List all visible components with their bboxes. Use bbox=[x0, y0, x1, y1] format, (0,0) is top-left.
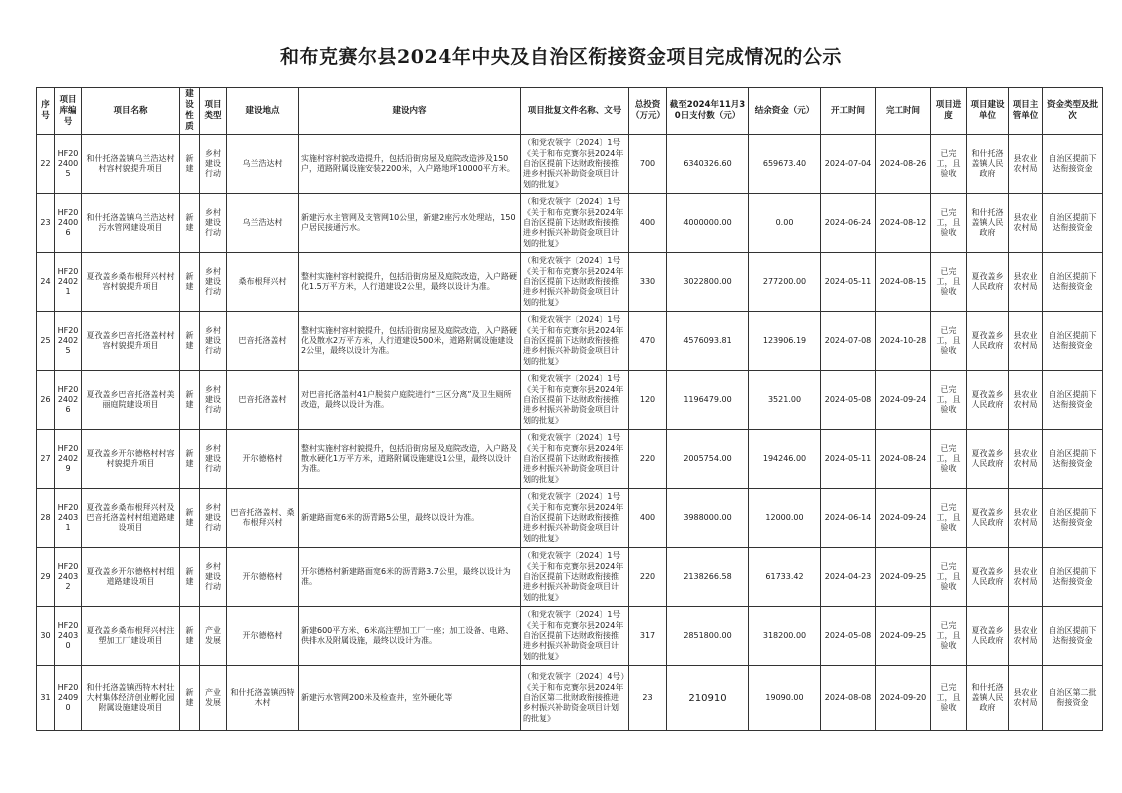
cell-content: 实施村容村貌改造提升，包括沿街房屋及庭院改造涉及150户，道路附属设施安装2200米，入户路地坪10000平方米。 bbox=[299, 135, 521, 194]
cell-paid: 2138266.58 bbox=[667, 548, 749, 607]
cell-id: HF2024031 bbox=[55, 489, 82, 548]
table-row bbox=[37, 607, 1103, 666]
cell-fund: 自治区第二批衔接资金 bbox=[1043, 666, 1103, 731]
header-name: 项目名称 bbox=[82, 88, 180, 135]
cell-content: 新建污水管网200米及检查井，室外硬化等 bbox=[299, 666, 521, 731]
header-type: 项目类型 bbox=[200, 88, 227, 135]
cell-approval: （和党农领字〔2024〕4号）《关于和布克赛尔县2024年自治区第二批财政衔接推进乡村振兴补助资金项目计划的批复》 bbox=[521, 666, 629, 731]
cell-seq: 25 bbox=[37, 312, 55, 371]
cell-manager: 县农业农村局 bbox=[1009, 194, 1043, 253]
cell-balance: 61733.42 bbox=[749, 548, 821, 607]
cell-seq: 23 bbox=[37, 194, 55, 253]
cell-name: 夏孜盖乡桑布根拜兴村及巴音托洛盖村村组道路建设项目 bbox=[82, 489, 180, 548]
cell-progress: 已完工，且验收 bbox=[931, 548, 967, 607]
cell-manager: 县农业农村局 bbox=[1009, 548, 1043, 607]
cell-end: 2024-08-15 bbox=[876, 253, 931, 312]
cell-id: HF2024029 bbox=[55, 430, 82, 489]
cell-content: 整村实施村容村貌提升，包括沿街房屋及庭院改造，入户路及散水硬化1万平方米，道路附属设施建设1公里，最终以设计为准。 bbox=[299, 430, 521, 489]
cell-investment: 220 bbox=[629, 548, 667, 607]
cell-paid: 3988000.00 bbox=[667, 489, 749, 548]
table-header-row bbox=[37, 88, 1103, 135]
header-balance: 结余资金（元） bbox=[749, 88, 821, 135]
cell-approval: （和党农领字〔2024〕1号《关于和布克赛尔县2024年自治区提前下达财政衔接推进乡村振兴补助资金项目计划的批复》 bbox=[521, 312, 629, 371]
cell-id: HF2024006 bbox=[55, 194, 82, 253]
cell-investment: 400 bbox=[629, 194, 667, 253]
cell-type: 乡村建设行动 bbox=[200, 194, 227, 253]
cell-type: 乡村建设行动 bbox=[200, 135, 227, 194]
cell-balance: 123906.19 bbox=[749, 312, 821, 371]
cell-nature: 新建 bbox=[180, 548, 200, 607]
cell-name: 和什托洛盖镇西特木村壮大村集体经济创业孵化园附属设施建设项目 bbox=[82, 666, 180, 731]
cell-unit: 和什托洛盖镇人民政府 bbox=[967, 135, 1009, 194]
cell-type: 乡村建设行动 bbox=[200, 489, 227, 548]
cell-progress: 已完工，且验收 bbox=[931, 253, 967, 312]
cell-investment: 23 bbox=[629, 666, 667, 731]
cell-manager: 县农业农村局 bbox=[1009, 135, 1043, 194]
cell-balance: 277200.00 bbox=[749, 253, 821, 312]
header-start: 开工时间 bbox=[821, 88, 876, 135]
cell-balance: 19090.00 bbox=[749, 666, 821, 731]
cell-content: 对巴音托洛盖村41户脱贫户庭院进行“三区分离”及卫生厕所改造，最终以设计为准。 bbox=[299, 371, 521, 430]
cell-start: 2024-05-11 bbox=[821, 430, 876, 489]
cell-seq: 28 bbox=[37, 489, 55, 548]
cell-start: 2024-07-08 bbox=[821, 312, 876, 371]
cell-type: 产业发展 bbox=[200, 607, 227, 666]
cell-end: 2024-09-24 bbox=[876, 371, 931, 430]
table-row bbox=[37, 666, 1103, 731]
cell-fund: 自治区提前下达衔接资金 bbox=[1043, 371, 1103, 430]
cell-fund: 自治区提前下达衔接资金 bbox=[1043, 312, 1103, 371]
cell-fund: 自治区提前下达衔接资金 bbox=[1043, 548, 1103, 607]
cell-progress: 已完工，且验收 bbox=[931, 135, 967, 194]
cell-location: 巴音托洛盖村 bbox=[227, 312, 299, 371]
cell-content: 新建600平方米、6米高注塑加工厂一座；加工设备、电路、供排水及附属设施，最终以设计为准。 bbox=[299, 607, 521, 666]
cell-manager: 县农业农村局 bbox=[1009, 253, 1043, 312]
cell-paid: 210910 bbox=[667, 666, 749, 731]
cell-end: 2024-08-24 bbox=[876, 430, 931, 489]
cell-approval: （和党农领字〔2024〕1号《关于和布克赛尔县2024年自治区提前下达财政衔接推进乡村振兴补助资金项目计划的批复》 bbox=[521, 489, 629, 548]
cell-approval: （和党农领字〔2024〕1号《关于和布克赛尔县2024年自治区提前下达财政衔接推进乡村振兴补助资金项目计划的批复》 bbox=[521, 548, 629, 607]
cell-name: 夏孜盖乡桑布根拜兴村注塑加工厂建设项目 bbox=[82, 607, 180, 666]
cell-fund: 自治区提前下达衔接资金 bbox=[1043, 135, 1103, 194]
cell-seq: 26 bbox=[37, 371, 55, 430]
cell-fund: 自治区提前下达衔接资金 bbox=[1043, 194, 1103, 253]
cell-location: 开尔德格村 bbox=[227, 430, 299, 489]
table-row bbox=[37, 194, 1103, 253]
cell-seq: 24 bbox=[37, 253, 55, 312]
cell-unit: 夏孜盖乡人民政府 bbox=[967, 430, 1009, 489]
cell-content: 新建污水主管网及支管网10公里，新建2座污水处理站，150户居民接通污水。 bbox=[299, 194, 521, 253]
table-row bbox=[37, 430, 1103, 489]
cell-id: HF2024090 bbox=[55, 666, 82, 731]
cell-end: 2024-09-25 bbox=[876, 607, 931, 666]
header-id: 项目库编号 bbox=[55, 88, 82, 135]
header-location: 建设地点 bbox=[227, 88, 299, 135]
cell-seq: 29 bbox=[37, 548, 55, 607]
cell-balance: 318200.00 bbox=[749, 607, 821, 666]
cell-start: 2024-08-08 bbox=[821, 666, 876, 731]
cell-paid: 4000000.00 bbox=[667, 194, 749, 253]
cell-location: 乌兰浩达村 bbox=[227, 135, 299, 194]
cell-balance: 194246.00 bbox=[749, 430, 821, 489]
cell-fund: 自治区提前下达衔接资金 bbox=[1043, 430, 1103, 489]
cell-approval: （和党农领字〔2024〕1号《关于和布克赛尔县2024年自治区提前下达财政衔接推进乡村振兴补助资金项目计划的批复》 bbox=[521, 430, 629, 489]
cell-approval: （和党农领字〔2024〕1号《关于和布克赛尔县2024年自治区提前下达财政衔接推进乡村振兴补助资金项目计划的批复》 bbox=[521, 371, 629, 430]
cell-content: 整村实施村容村貌提升，包括沿街房屋及庭院改造，入户路硬化及散水2万平方米，人行道建设500米，道路附属设施建设2公里，最终以设计为准。 bbox=[299, 312, 521, 371]
cell-progress: 已完工，且验收 bbox=[931, 371, 967, 430]
cell-nature: 新建 bbox=[180, 489, 200, 548]
cell-manager: 县农业农村局 bbox=[1009, 371, 1043, 430]
cell-end: 2024-09-20 bbox=[876, 666, 931, 731]
cell-seq: 27 bbox=[37, 430, 55, 489]
table-row bbox=[37, 489, 1103, 548]
cell-unit: 和什托洛盖镇人民政府 bbox=[967, 666, 1009, 731]
cell-start: 2024-05-08 bbox=[821, 371, 876, 430]
header-investment: 总投资（万元） bbox=[629, 88, 667, 135]
cell-location: 和什托洛盖镇西特木村 bbox=[227, 666, 299, 731]
cell-manager: 县农业农村局 bbox=[1009, 489, 1043, 548]
table-row bbox=[37, 371, 1103, 430]
cell-location: 巴音托洛盖村 bbox=[227, 371, 299, 430]
cell-location: 巴音托洛盖村、桑布根拜兴村 bbox=[227, 489, 299, 548]
cell-investment: 330 bbox=[629, 253, 667, 312]
cell-progress: 已完工，且验收 bbox=[931, 607, 967, 666]
cell-paid: 3022800.00 bbox=[667, 253, 749, 312]
header-paid: 截至2024年11月30日支付数（元） bbox=[667, 88, 749, 135]
cell-balance: 0.00 bbox=[749, 194, 821, 253]
cell-name: 和什托洛盖镇乌兰浩达村村容村貌提升项目 bbox=[82, 135, 180, 194]
cell-balance: 659673.40 bbox=[749, 135, 821, 194]
cell-unit: 夏孜盖乡人民政府 bbox=[967, 371, 1009, 430]
cell-balance: 3521.00 bbox=[749, 371, 821, 430]
cell-nature: 新建 bbox=[180, 371, 200, 430]
header-content: 建设内容 bbox=[299, 88, 521, 135]
cell-seq: 31 bbox=[37, 666, 55, 731]
cell-investment: 120 bbox=[629, 371, 667, 430]
cell-investment: 317 bbox=[629, 607, 667, 666]
cell-id: HF2024021 bbox=[55, 253, 82, 312]
header-end: 完工时间 bbox=[876, 88, 931, 135]
cell-start: 2024-06-24 bbox=[821, 194, 876, 253]
cell-nature: 新建 bbox=[180, 253, 200, 312]
cell-start: 2024-04-23 bbox=[821, 548, 876, 607]
cell-paid: 4576093.81 bbox=[667, 312, 749, 371]
cell-manager: 县农业农村局 bbox=[1009, 430, 1043, 489]
cell-progress: 已完工，且验收 bbox=[931, 430, 967, 489]
cell-balance: 12000.00 bbox=[749, 489, 821, 548]
cell-investment: 700 bbox=[629, 135, 667, 194]
cell-start: 2024-05-11 bbox=[821, 253, 876, 312]
cell-name: 夏孜盖乡开尔德格村村组道路建设项目 bbox=[82, 548, 180, 607]
table-row bbox=[37, 253, 1103, 312]
cell-unit: 夏孜盖乡人民政府 bbox=[967, 489, 1009, 548]
cell-name: 夏孜盖乡巴音托洛盖村村容村貌提升项目 bbox=[82, 312, 180, 371]
cell-end: 2024-09-24 bbox=[876, 489, 931, 548]
cell-name: 夏孜盖乡桑布根拜兴村村容村貌提升项目 bbox=[82, 253, 180, 312]
cell-type: 乡村建设行动 bbox=[200, 371, 227, 430]
table-row bbox=[37, 135, 1103, 194]
cell-progress: 已完工，且验收 bbox=[931, 666, 967, 731]
cell-manager: 县农业农村局 bbox=[1009, 312, 1043, 371]
cell-investment: 470 bbox=[629, 312, 667, 371]
cell-id: HF2024030 bbox=[55, 607, 82, 666]
cell-nature: 新建 bbox=[180, 430, 200, 489]
cell-fund: 自治区提前下达衔接资金 bbox=[1043, 253, 1103, 312]
cell-approval: （和党农领字〔2024〕1号《关于和布克赛尔县2024年自治区提前下达财政衔接推进乡村振兴补助资金项目计划的批复》 bbox=[521, 607, 629, 666]
table-row bbox=[37, 548, 1103, 607]
cell-investment: 400 bbox=[629, 489, 667, 548]
cell-end: 2024-08-26 bbox=[876, 135, 931, 194]
cell-location: 乌兰浩达村 bbox=[227, 194, 299, 253]
cell-unit: 夏孜盖乡人民政府 bbox=[967, 312, 1009, 371]
cell-progress: 已完工，且验收 bbox=[931, 194, 967, 253]
cell-type: 乡村建设行动 bbox=[200, 253, 227, 312]
cell-nature: 新建 bbox=[180, 666, 200, 731]
cell-name: 和什托洛盖镇乌兰浩达村污水管网建设项目 bbox=[82, 194, 180, 253]
cell-content: 开尔德格村新建路面宽6米的沥青路3.7公里，最终以设计为准。 bbox=[299, 548, 521, 607]
cell-paid: 6340326.60 bbox=[667, 135, 749, 194]
cell-start: 2024-06-14 bbox=[821, 489, 876, 548]
cell-name: 夏孜盖乡开尔德格村村容村貌提升项目 bbox=[82, 430, 180, 489]
cell-start: 2024-05-08 bbox=[821, 607, 876, 666]
cell-approval: （和党农领字〔2024〕1号《关于和布克赛尔县2024年自治区提前下达财政衔接推进乡村振兴补助资金项目计划的批复》 bbox=[521, 194, 629, 253]
cell-nature: 新建 bbox=[180, 607, 200, 666]
cell-type: 乡村建设行动 bbox=[200, 430, 227, 489]
cell-end: 2024-10-28 bbox=[876, 312, 931, 371]
header-unit: 项目建设单位 bbox=[967, 88, 1009, 135]
cell-unit: 夏孜盖乡人民政府 bbox=[967, 253, 1009, 312]
header-fund: 资金类型及批次 bbox=[1043, 88, 1103, 135]
header-approval: 项目批复文件名称、文号 bbox=[521, 88, 629, 135]
cell-manager: 县农业农村局 bbox=[1009, 607, 1043, 666]
cell-manager: 县农业农村局 bbox=[1009, 666, 1043, 731]
cell-type: 乡村建设行动 bbox=[200, 312, 227, 371]
cell-id: HF2024032 bbox=[55, 548, 82, 607]
page-title: 和布克赛尔县2024年中央及自治区衔接资金项目完成情况的公示 bbox=[280, 46, 842, 68]
cell-progress: 已完工，且验收 bbox=[931, 312, 967, 371]
cell-paid: 1196479.00 bbox=[667, 371, 749, 430]
cell-end: 2024-09-25 bbox=[876, 548, 931, 607]
cell-content: 新建路面宽6米的沥青路5公里，最终以设计为准。 bbox=[299, 489, 521, 548]
cell-fund: 自治区提前下达衔接资金 bbox=[1043, 489, 1103, 548]
cell-seq: 30 bbox=[37, 607, 55, 666]
header-manager: 项目主管单位 bbox=[1009, 88, 1043, 135]
cell-nature: 新建 bbox=[180, 135, 200, 194]
cell-id: HF2024005 bbox=[55, 135, 82, 194]
header-nature: 建设性质 bbox=[180, 88, 200, 135]
cell-investment: 220 bbox=[629, 430, 667, 489]
cell-id: HF2024026 bbox=[55, 371, 82, 430]
cell-paid: 2851800.00 bbox=[667, 607, 749, 666]
cell-name: 夏孜盖乡巴音托洛盖村美丽庭院建设项目 bbox=[82, 371, 180, 430]
cell-unit: 夏孜盖乡人民政府 bbox=[967, 548, 1009, 607]
cell-nature: 新建 bbox=[180, 312, 200, 371]
cell-unit: 和什托洛盖镇人民政府 bbox=[967, 194, 1009, 253]
cell-fund: 自治区提前下达衔接资金 bbox=[1043, 607, 1103, 666]
table-row bbox=[37, 312, 1103, 371]
cell-seq: 22 bbox=[37, 135, 55, 194]
cell-end: 2024-08-12 bbox=[876, 194, 931, 253]
header-seq: 序号 bbox=[37, 88, 55, 135]
cell-location: 开尔德格村 bbox=[227, 548, 299, 607]
cell-nature: 新建 bbox=[180, 194, 200, 253]
cell-progress: 已完工，且验收 bbox=[931, 489, 967, 548]
cell-approval: （和党农领字〔2024〕1号《关于和布克赛尔县2024年自治区提前下达财政衔接推进乡村振兴补助资金项目计划的批复》 bbox=[521, 135, 629, 194]
cell-paid: 2005754.00 bbox=[667, 430, 749, 489]
header-progress: 项目进度 bbox=[931, 88, 967, 135]
cell-content: 整村实施村容村貌提升，包括沿街房屋及庭院改造，入户路硬化1.5万平方米，人行道建设2公里，最终以设计为准。 bbox=[299, 253, 521, 312]
cell-unit: 夏孜盖乡人民政府 bbox=[967, 607, 1009, 666]
project-table bbox=[36, 87, 1103, 731]
cell-location: 桑布根拜兴村 bbox=[227, 253, 299, 312]
cell-location: 开尔德格村 bbox=[227, 607, 299, 666]
cell-type: 产业发展 bbox=[200, 666, 227, 731]
cell-approval: （和党农领字〔2024〕1号《关于和布克赛尔县2024年自治区提前下达财政衔接推进乡村振兴补助资金项目计划的批复》 bbox=[521, 253, 629, 312]
cell-id: HF2024025 bbox=[55, 312, 82, 371]
cell-start: 2024-07-04 bbox=[821, 135, 876, 194]
cell-type: 乡村建设行动 bbox=[200, 548, 227, 607]
